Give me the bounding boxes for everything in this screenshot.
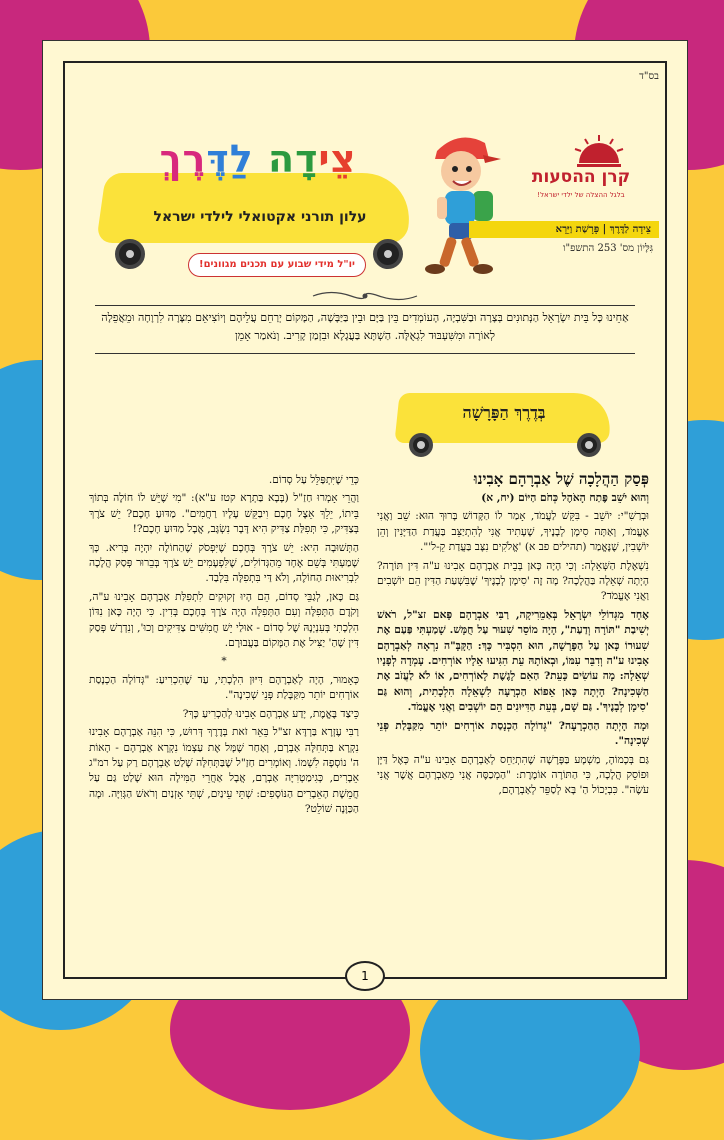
bus-wheel-icon: [409, 433, 433, 457]
boy-illustration: [415, 129, 503, 279]
newsletter-page: [42, 40, 688, 1000]
section-title: בְּדֶרֶךְ הַפָּרָשָׁה: [462, 403, 546, 422]
paragraph: וּמָה הָיְתָה הַהַכְרָעָה? "גְּדוֹלָה הַכְנָסַת אוֹרְחִים יוֹתֵר מִקַּבָּלַת פְּנֵי שְׁכִינָה".: [377, 719, 649, 748]
paragraph: וּבְרַשִׁ"י: יוֹשֵׁב - בִּקֵּשׁ לַעֲמֹד, אָמַר לוֹ הַקָּדוֹשׁ בָּרוּךְ הוּא: שֵׁב וַאֲנִי אֶעֱמֹד, וְאַתָּה סִימָן לְבָנֶיךָ, שֶׁעָתִיד אֲנִי לְהִתְיַצֵּב בַּעֲדַת הַדַּיָּנִין וְהֵן יוֹשְׁבִין, שֶׁנֶּאֱמַר (תהילים פב א) 'אֱלֹקִים נִצָּב בַּעֲדַת קֵ-ל'".: [377, 510, 649, 554]
bus-wheel-icon: [373, 239, 403, 269]
paragraph: גַּם בְּכָמוֹהָ, מַשְׁמָע בַּפָּרָשָׁה שֶׁהִתְיַחֵס לְאַבְרָהָם אָבִינוּ ע"ה כְּאֶל דַּיָּן וּפוֹסֵק הֲלָכָה, כִּי הַתּוֹרָה אוֹמֶרֶת: "הַמְכַסֶּה אֲנִי מֵאַבְרָהָם אֲשֶׁר אֲנִי עֹשֶׂה". כִּבְיָכוֹל הַ' בָּא לְסַפֵּר לְאַבְרָהָם,: [377, 753, 649, 797]
logo-badge: יו"ל מידי שבוע עם תכנים מגוונים!: [188, 253, 366, 277]
paragraph: אֶחָד מִגְּדוֹלֵי יִשְׂרָאֵל בְּאַמֵרִיקָה, רַבִּי אַבְרָהָם פָּאם זצ"ל, רֹאשׁ יְשִׁיבַת "תּוֹרָה וְדַעַת", הָיָה מוֹסֵר שִׁעוּר עַל חֻמָּשׁ. שָׁמַעְתִּי פַּעַם אֶת שִׁעוּרוֹ כָּאן עַל הַפָּרָשָׁה, הוּא הִסְבִּיר כָּךְ: הַקָּבָּ"ה נִרְאָה לְאַבְרָהָם אָבִינוּ ע"ה וְדִבֵּר עִמּוֹ, וּבְאוֹתָהּ עֵת הִגִּיעוּ אֵלָיו אוֹרְחִים. עָמְדָה לְפָנָיו שְׁאֵלָה: מָה עוֹשִׂים כָּעֵת? הַאִם לָגֶשֶׁת לָאוֹרְחִים, אוֹ לֹא לַעֲזֹב אֶת הַשְּׁכִינָה? הָיְתָה כָּאן אֵפוֹא הַכְרָעָה לִשְׁאֵלָה הִלְכָתִית, וְהוּא גַּם 'סִימָן לְבָנֶיךָ'. גַּם שָׁם, בְּעֵת הַדִּיּוּנִים הֵם יוֹשְׁבִים וַאֲנִי אֶעֱמֹד.: [377, 608, 649, 714]
logo-title-part: דָה: [267, 137, 319, 181]
sunrise-logo-icon: [573, 133, 625, 169]
logo-title-part: צֵי: [318, 137, 357, 181]
paragraph: כֵּיצַד בֶּאֱמֶת, יָדַע אַבְרָהָם אָבִינוּ לְהַכְרִיעַ כָּךְ?: [182, 707, 359, 720]
article-title: פְּסַק הַהֲלָכָה שֶׁל אַבְרָהָם אָבִינוּ: [473, 470, 649, 488]
ornament-divider-icon: [311, 289, 419, 303]
logo-title: [133, 137, 383, 181]
article-column-left: [89, 473, 359, 821]
article-column-right: [377, 469, 649, 802]
topic-bar: צֵידָה לַדֶּרֶךְ | פָּרָשַׁת וַיֵּרָא: [469, 221, 659, 238]
org-tagline: בלגל ההצלה של ילדי ישראל!: [537, 191, 625, 199]
divider: [95, 305, 635, 306]
paragraph: רַבִּי עֶזְרָא בַּרְדָּא זצ"ל בֵּאֵר זֹאת בְּדֶרֶךְ דְּרוּשׁ, כִּי הִנֵּה אַבְרָהָם אָבִינוּ נִקְרָא בַּתְּחִלָּה אַבְרָם, וְאַחַר שֶׁמָּל אֶת עַצְמוֹ נִקְרָא אַבְרָהָם - הָאוֹת ה' נוֹסְפָה לִשְׁמוֹ. וְאוֹמְרִים חַזַ"ל שֶׁבַּתְּחִלָּה שָׁלַט אַבְרָהָם רַק עַל רמ"ג אֵבָרִים, כְּגִימַטְרִיָּה אַבְרָם, אֲבָל אַחֲרֵי הַמִּילָה הוּא שָׁלַט גַּם עַל חֲמֵשֶׁת הָאֵבָרִים הַנּוֹסָפִים: שְׁתֵּי עֵינַיִם, שְׁתֵּי אָזְנַיִם וְרֹאשׁ הַגְּוִיָּה. וּמָה הַכַּוָּנָה שׁוֹלֵט?: [89, 726, 359, 816]
divider: [95, 353, 635, 354]
paragraph: כְּאָמוּר, הָיָה לְאַבְרָהָם דִּיּוּן הִלְכָתִי, עַד שֶׁהִכְרִיעַ: "גְּדוֹלָה הַכְנָסַת אוֹרְחִים יוֹתֵר מִקַּבָּלַת פְּנֵי שְׁכִינָה".: [89, 673, 359, 702]
issue-number: גִּלָּיוֹן מס' 253 התשפ"ו: [562, 243, 653, 254]
logo-title-part: רֶךְ: [159, 137, 207, 181]
paragraph: וַהֲרֵי אָמְרוּ חַזַ"ל (בָּבָא בַּתְרָא קטז ע"א): "מִי שֶׁיֵּשׁ לוֹ חוֹלֶה בְּתוֹךְ בֵּיתוֹ, יֵלֵךְ אֵצֶל חָכָם וִיבַקֵּשׁ עָלָיו רַחֲמִים". מַדּוּעַ חָכָם? יֵשׁ צֹרֶךְ בְּצַדִּיק, כִּי תְּפִלַּת צַדִּיק הִיא דָּבָר נִשְׂגָּב, אֲבָל מַדּוּעַ חָכָם?!: [89, 492, 359, 536]
prayer-text: אַחֵינוּ כָּל בֵּית יִשְׂרָאֵל הַנְּתוּנִים בְּצָרָה וּבַשִּׁבְיָה, הָעוֹמְדִים בֵּין בַּיָּם וּבֵין בַּיַּבָּשָׁה, הַמָּקוֹם יְרַחֵם עֲלֵיהֶם וְיוֹצִיאֵם מִצָּרָה לִרְוָחָה וּמֵאֲפֵלָה לְאוֹרָה וּמִשִּׁעְבּוּד לִגְאֻלָּה. הַשְׁתָּא בַּעֲגָלָא וּבִזְמַן קָרִיב. וְנֹאמַר אָמֵן: [101, 311, 629, 342]
paragraph: כְּדֵי שֶׁיִּתְפַּלֵּל עַל סְדוֹם.: [268, 474, 359, 486]
paragraph: הַתְּשׁוּבָה הִיא: יֵשׁ צֹרֶךְ בְּחָכָם שֶׁיִּפְסֹק שֶׁהַחוֹלֶה יִהְיֶה בָּרִיא. כָּךְ שָׁמַעְתִּי בְּשֵׁם אֶחָד מֵהַגְּדוֹלִים, שֶׁלִּפְעָמִים יֵשׁ צֹרֶךְ בְּבֵרוּר פְּסַק הֲלָכָה לִבְרִיאוּת הַחוֹלֶה, וְלֹא דַּי בִּתְפִלָּה בִּלְבַד.: [89, 541, 359, 585]
logo-bus-shape: [96, 173, 416, 243]
bus-wheel-icon: [577, 433, 601, 457]
bus-wheel-icon: [115, 239, 145, 269]
page-number: 1: [345, 961, 385, 991]
logo-subtitle: עלון תורני אקטואלי לילדי ישראל: [153, 209, 367, 225]
org-name: קרן ההסעות: [531, 167, 631, 187]
paragraph: גַּם כָּאן, לְגַבֵּי סְדוֹם, הֵם הָיוּ זְקוּקִים לִתְפִלַּת אַבְרָהָם אָבִינוּ ע"ה, וְקֹדֶם הַתְּפִלָּה וְעִם הַתְּפִלָּה הָיָה צֹרֶךְ בְּחָכָם בְּדִין. כִּי הָיָה כָּאן נִדּוֹן הִלְכָתִי בְּעִנְיְנָהּ שֶׁל סְדוֹם - אוּלַי יֵשׁ חֲמִשִּׁים צַדִּיקִים וְכוּ', וְנִדְרָשׁ פְּסַק דִּין שֶׁהַ' יַצִּיל אֶת הַמָּקוֹם בַּעֲבוּרָם.: [89, 590, 359, 650]
article-verse: וְהוּא יֹשֵׁב פֶּתַח הָאֹהֶל כְּחֹם הַיּוֹם (יח, א): [481, 492, 649, 504]
logo-title-part: לַדֶּ: [206, 137, 254, 181]
bsd-mark: בס"ד: [639, 71, 659, 82]
paragraph: נִשְׁאֶלֶת הַשְּׁאֵלָה: וְכִי הָיָה כָּאן בְּבֵית אַבְרָהָם אָבִינוּ ע"ה דִּין תּוֹרָה? הָיְתָה שְׁאֵלָה בַּהֲלָכָה? מָה זֶה 'סִימָן לְבָנֶיךָ' שֶׁבִּשְׁעַת הַדִּין הֵם יוֹשְׁבִים וַאֲנִי אֶעֱמֹד?: [377, 559, 649, 603]
section-separator: *: [221, 655, 227, 668]
